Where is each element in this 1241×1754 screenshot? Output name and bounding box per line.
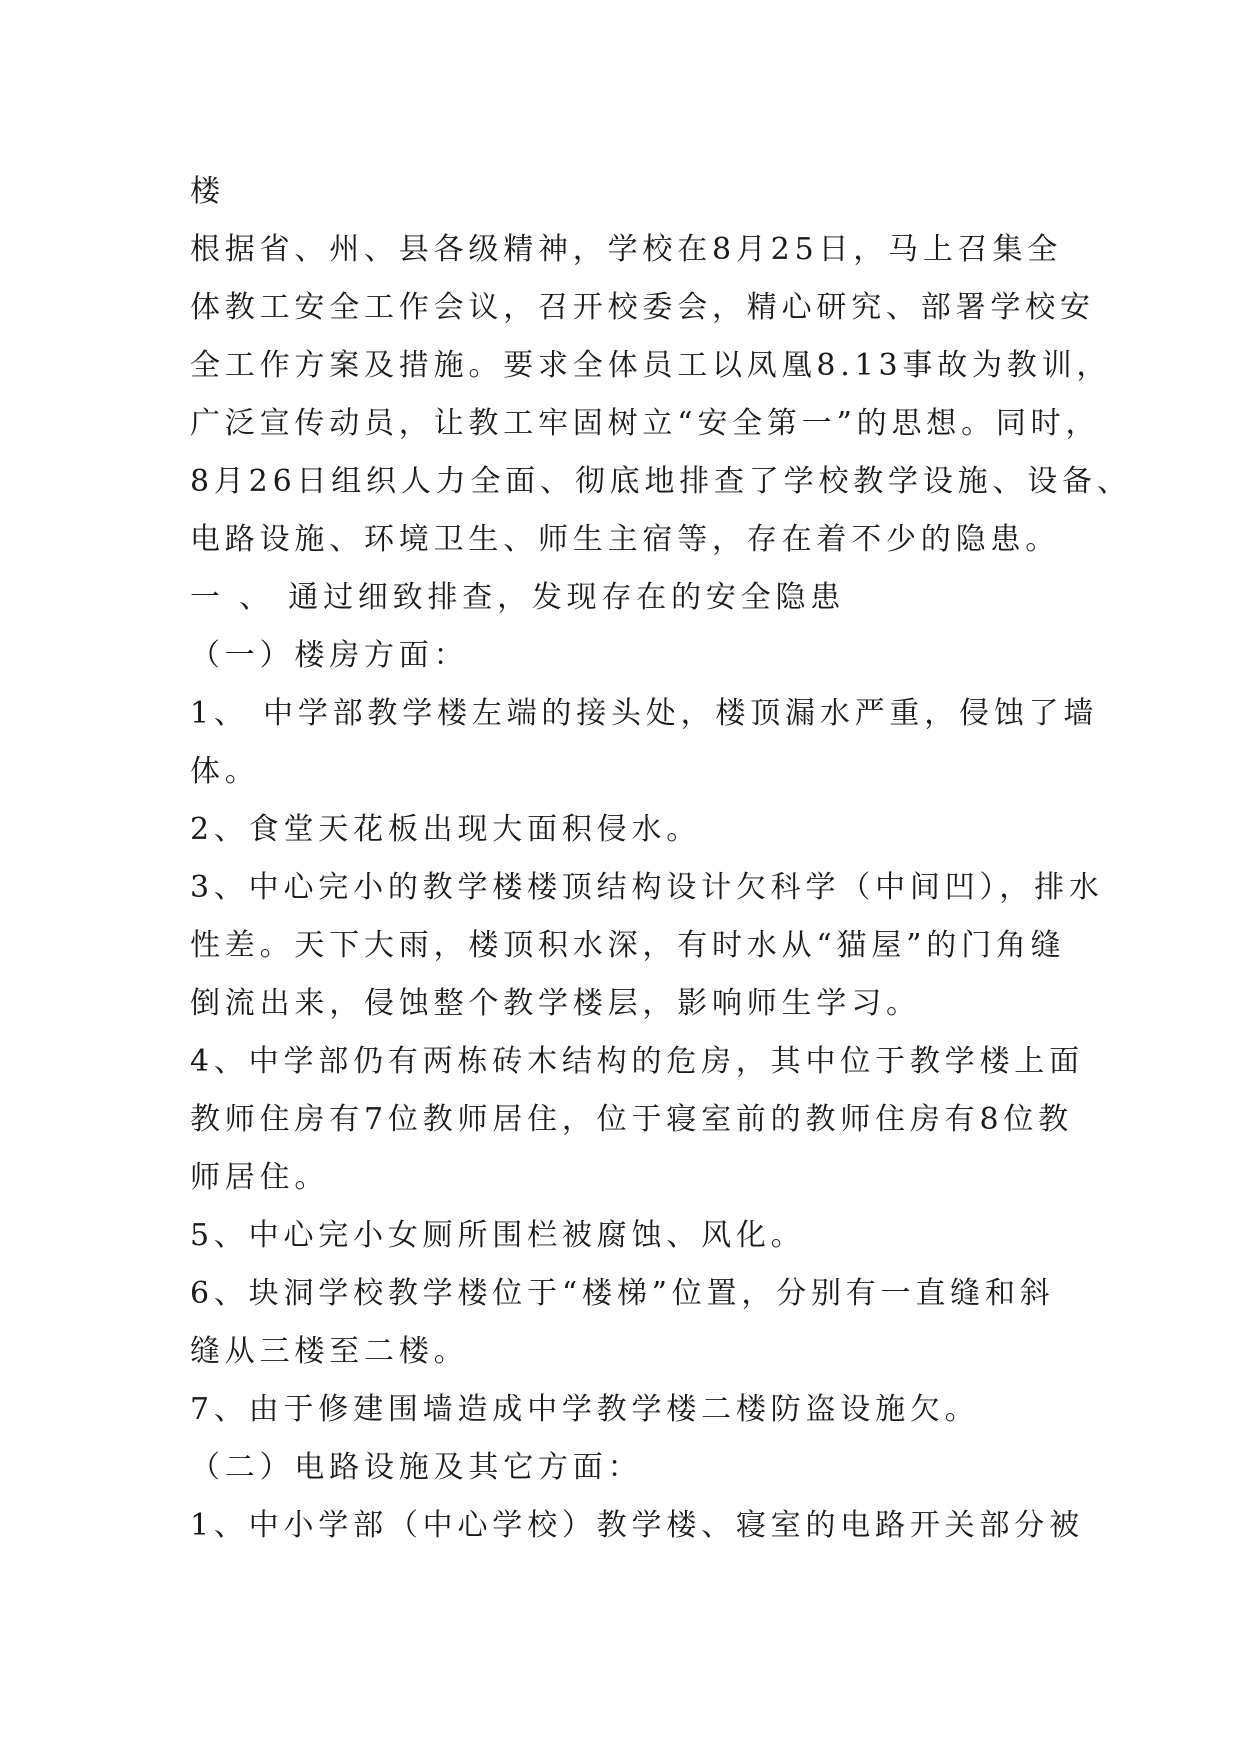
text-line: 体。 (190, 754, 260, 789)
list-item: 1、中小学部（中心学校）教学楼、寝室的电路开关部分被 (190, 1508, 1084, 1543)
document-body (190, 163, 1132, 1555)
list-item: 2、食堂天花板出现大面积侵水。 (190, 812, 702, 847)
subsection-heading: （一）楼房方面： (190, 638, 469, 673)
text-line: 倒流出来，侵蚀整个教学楼层，影响师生学习。 (190, 986, 921, 1021)
text-line: 体教工安全工作会议，召开校委会，精心研究、部署学校安 (190, 290, 1095, 325)
text-line: 师居住。 (190, 1160, 330, 1195)
subsection-heading: （二）电路设施及其它方面： (190, 1450, 643, 1485)
text-line: 缝从三楼至二楼。 (190, 1334, 469, 1369)
list-item: 5、中心完小女厕所围栏被腐蚀、风化。 (190, 1218, 806, 1253)
text-line: 8月26日组织人力全面、彻底地排查了学校教学设施、设备、 (190, 464, 1132, 499)
text-line: 广泛宣传动员，让教工牢固树立“安全第一”的思想。同时， (190, 406, 1101, 441)
list-item: 1、 中学部教学楼左端的接头处，楼顶漏水严重，侵蚀了墙 (190, 696, 1099, 731)
list-item: 3、中心完小的教学楼楼顶结构设计欠科学（中间凹），排水 (190, 870, 1104, 905)
list-item: 4、中学部仍有两栋砖木结构的危房，其中位于教学楼上面 (190, 1044, 1084, 1079)
text-line: 性差。天下大雨，楼顶积水深，有时水从“猫屋”的门角缝 (190, 928, 1066, 963)
text-line: 根据省、州、县各级精神，学校在8月25日，马上召集全 (190, 232, 1063, 267)
text-line: 教师住房有7位教师居住，位于寝室前的教师住房有8位教 (190, 1102, 1073, 1137)
text-line: 全工作方案及措施。要求全体员工以凤凰8.13事故为教训， (190, 348, 1112, 383)
list-item: 6、块洞学校教学楼位于“楼梯”位置，分别有一直缝和斜 (190, 1276, 1055, 1311)
list-item: 7、由于修建围墙造成中学教学楼二楼防盗设施欠。 (190, 1392, 980, 1427)
text-line: 电路设施、环境卫生、师生主宿等，存在着不少的隐患。 (190, 522, 1060, 557)
text-line: 楼 (190, 174, 225, 209)
section-heading: 一 、 通过细致排查，发现存在的安全隐患 (190, 580, 846, 615)
